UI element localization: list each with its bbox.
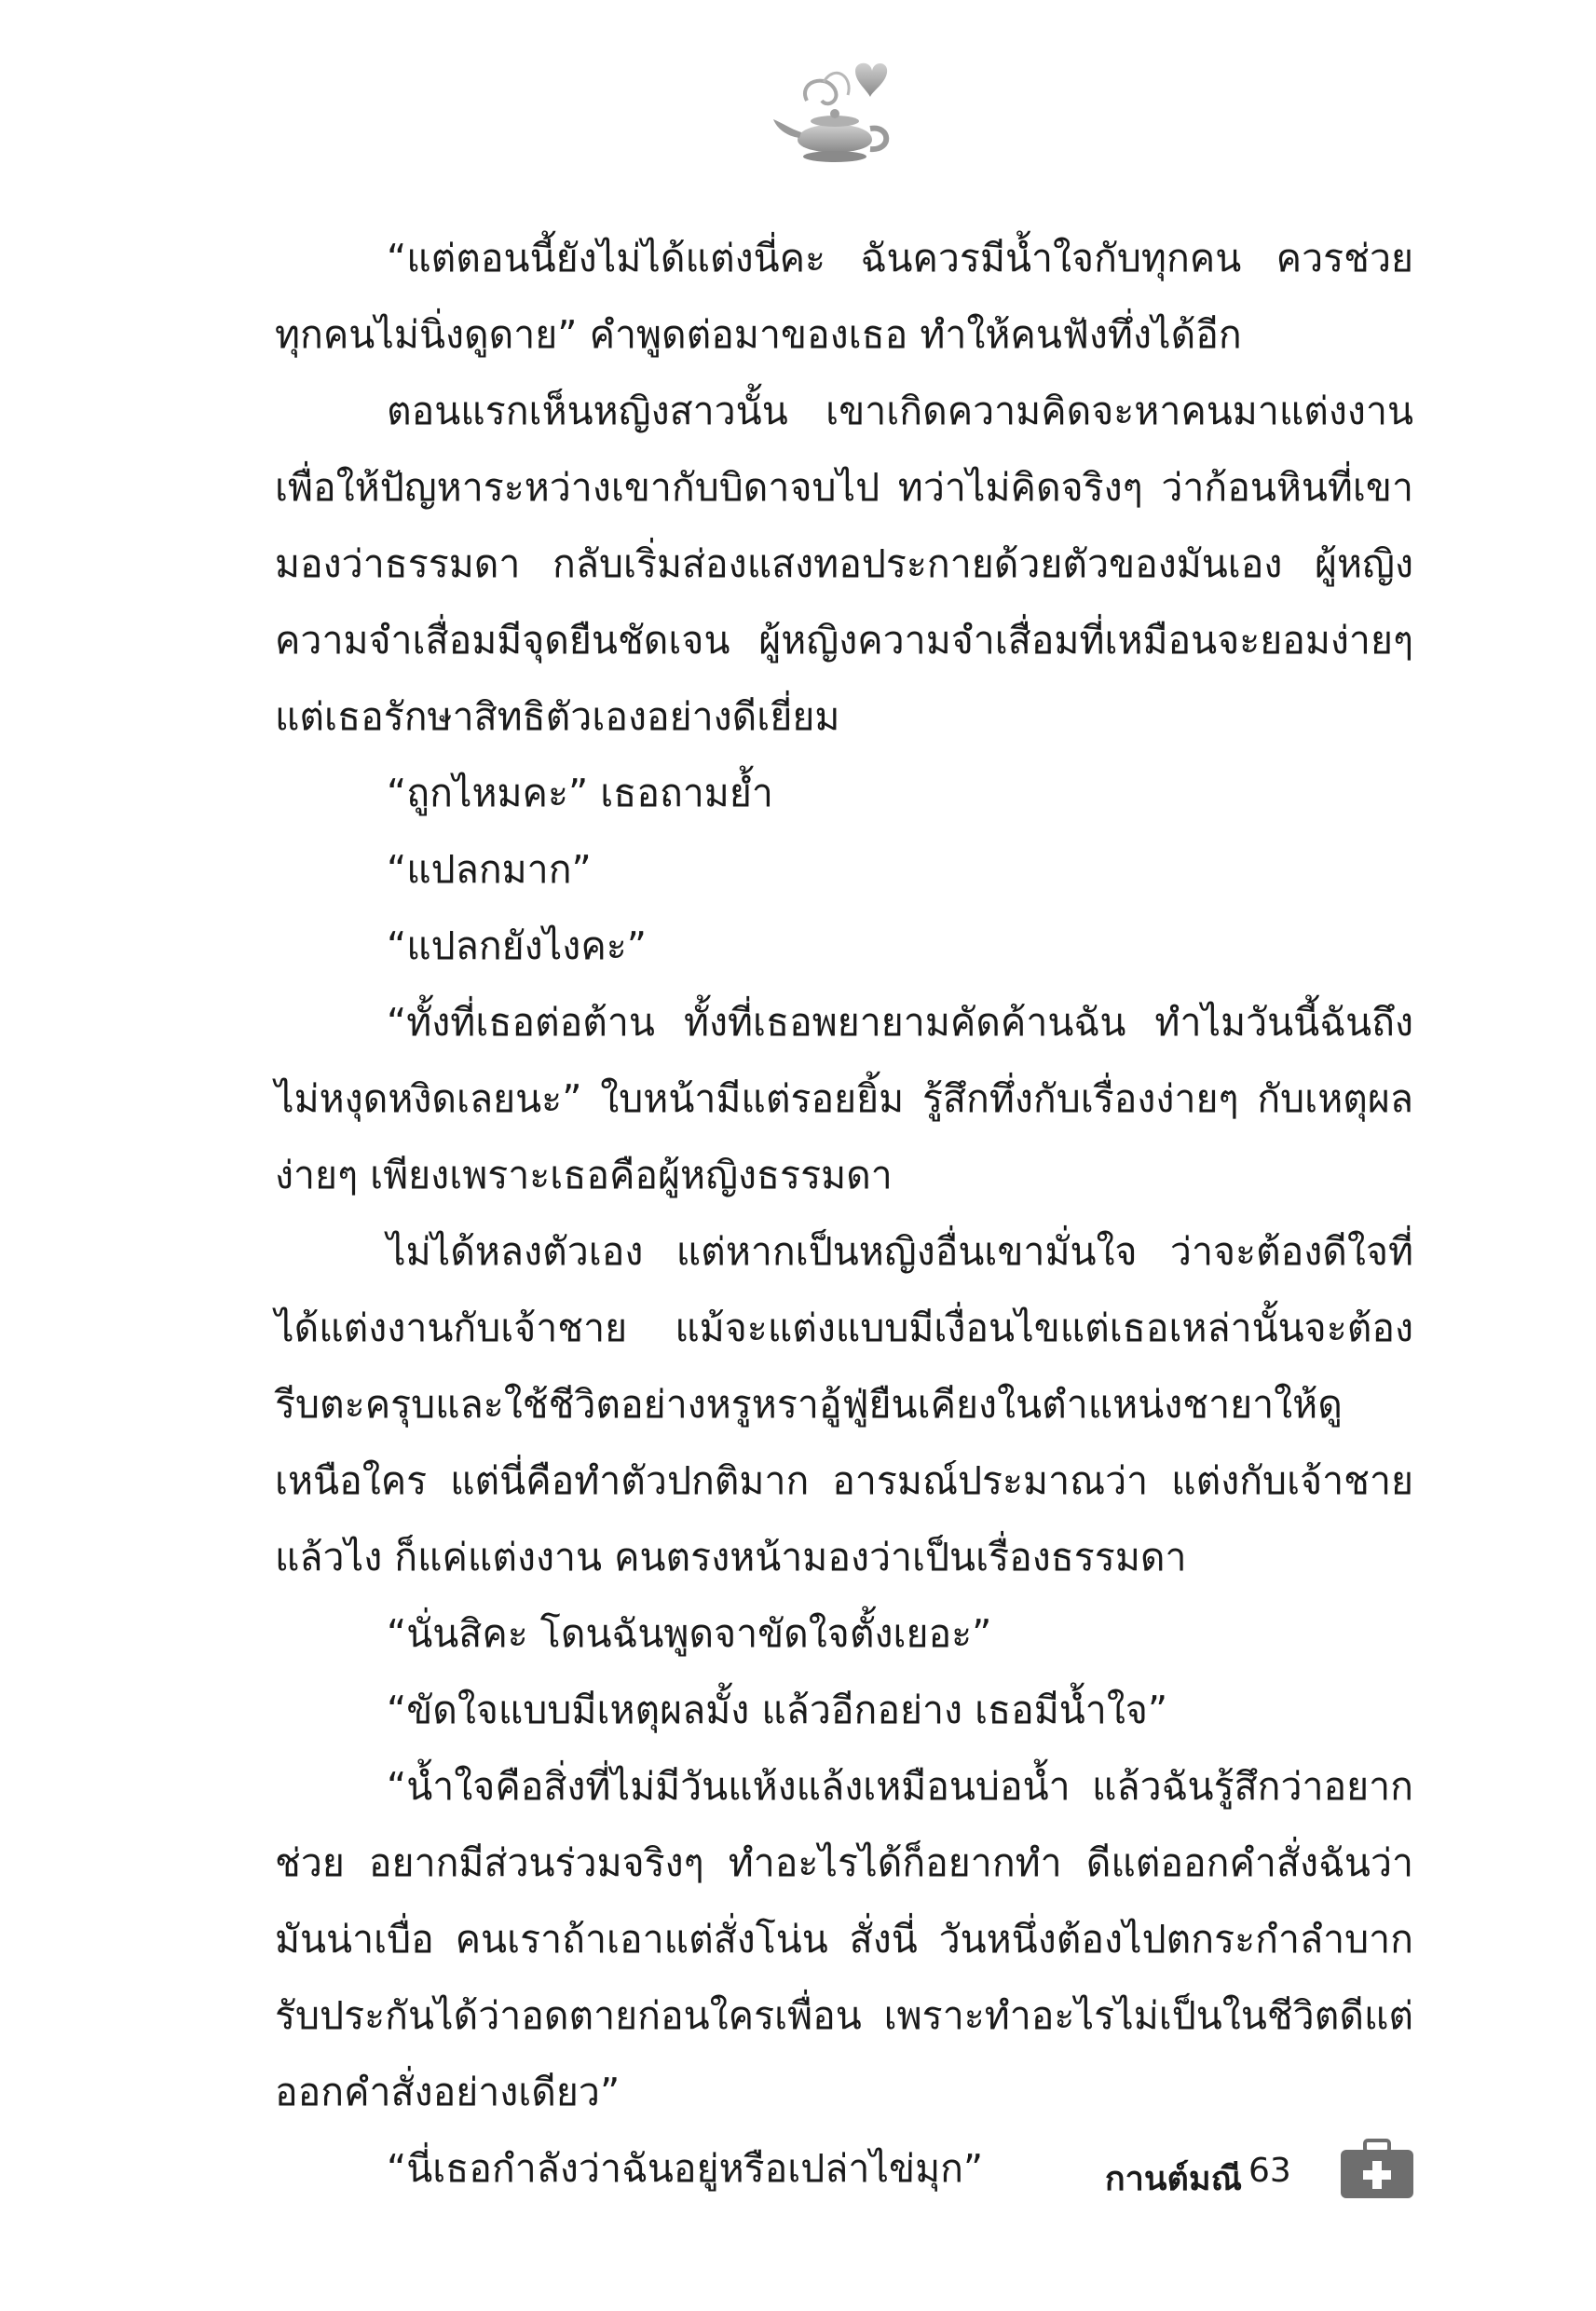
paragraph-8: “นั่นสิคะ โดนฉันพูดจาขัดใจตั้งเยอะ”	[387, 1611, 992, 1656]
body-text	[275, 220, 1413, 2207]
paragraph-7: ไม่ได้หลงตัวเอง แต่หากเป็นหญิงอื่นเขามั่นใจ ว่าจะต้องดีใจที่ได้แต่งงานกับเจ้าชาย แม้จะแต่งแบบมีเงื่อนไขแต่เธอเหล่านั้นจะต้องรีบตะครุบและใช้ชีวิตอย่างหรูหราอู้ฟู่ยืนเคียงในตำแหน่งชายาให้ดูเหนือใคร แต่นี่คือทำตัวปกติมาก อารมณ์ประมาณว่า แต่งกับเจ้าชายแล้วไง ก็แค่แต่งงาน คนตรงหน้ามองว่าเป็นเรื่องธรรมดา	[275, 1229, 1413, 1579]
teapot-heart-ornament-icon	[770, 54, 909, 175]
page-footer	[0, 2139, 1596, 2204]
paragraph-11: “นี่เธอกำลังว่าฉันอยู่หรือเปล่าไข่มุก”	[387, 2146, 984, 2191]
paragraph-3: “ถูกไหมคะ” เธอถามย้ำ	[387, 771, 773, 815]
paragraph-5: “แปลกยังไงคะ”	[387, 923, 648, 968]
paragraph-6: “ทั้งที่เธอต่อต้าน ทั้งที่เธอพยายามคัดค้านฉัน ทำไมวันนี้ฉันถึงไม่หงุดหงิดเลยนะ” ใบหน้ามีแต่รอยยิ้ม รู้สึกทึ่งกับเรื่องง่ายๆ กับเหตุผลง่ายๆ เพียงเพราะเธอคือผู้หญิงธรรมดา	[275, 1000, 1413, 1197]
paragraph-2: ตอนแรกเห็นหญิงสาวนั้น เขาเกิดความคิดจะหาคนมาแต่งงานเพื่อให้ปัญหาระหว่างเขากับบิดาจบไป ทว่าไม่คิดจริงๆ ว่าก้อนหินที่เขามองว่าธรรมดา กลับเริ่มส่องแสงทอประกายด้วยตัวของมันเอง ผู้หญิงความจำเสื่อมมีจุดยืนชัดเจน ผู้หญิงความจำเสื่อมที่เหมือนจะยอมง่ายๆ แต่เธอรักษาสิทธิตัวเองอย่างดีเยี่ยม	[275, 389, 1413, 739]
page-number: 63	[1248, 2152, 1291, 2190]
paragraph-10: “น้ำใจคือสิ่งที่ไม่มีวันแห้งแล้งเหมือนบ่อน้ำ แล้วฉันรู้สึกว่าอยากช่วย อยากมีส่วนร่วมจริงๆ ทำอะไรได้ก็อยากทำ ดีแต่ออกคำสั่งฉันว่ามันน่าเบื่อ คนเราถ้าเอาแต่สั่งโน่น สั่งนี่ วันหนึ่งต้องไปตกระกำลำบาก รับประกันได้ว่าอดตายก่อนใครเพื่อน เพราะทำอะไรไม่เป็นในชีวิตดีแต่ออกคำสั่งอย่างเดียว”	[275, 1764, 1413, 2114]
first-aid-kit-icon	[1339, 2139, 1415, 2200]
book-title: กานต์มณี	[1104, 2160, 1242, 2198]
paragraph-9: “ขัดใจแบบมีเหตุผลมั้ง แล้วอีกอย่าง เธอมีน้ำใจ”	[387, 1688, 1168, 1732]
paragraph-1: “แต่ตอนนี้ยังไม่ได้แต่งนี่คะ ฉันควรมีน้ำใจกับทุกคน ควรช่วยทุกคนไม่นิ่งดูดาย” คำพูดต่อมาของเธอ ทำให้คนฟังทึ่งได้อีก	[275, 236, 1413, 357]
paragraph-4: “แปลกมาก”	[387, 847, 592, 892]
